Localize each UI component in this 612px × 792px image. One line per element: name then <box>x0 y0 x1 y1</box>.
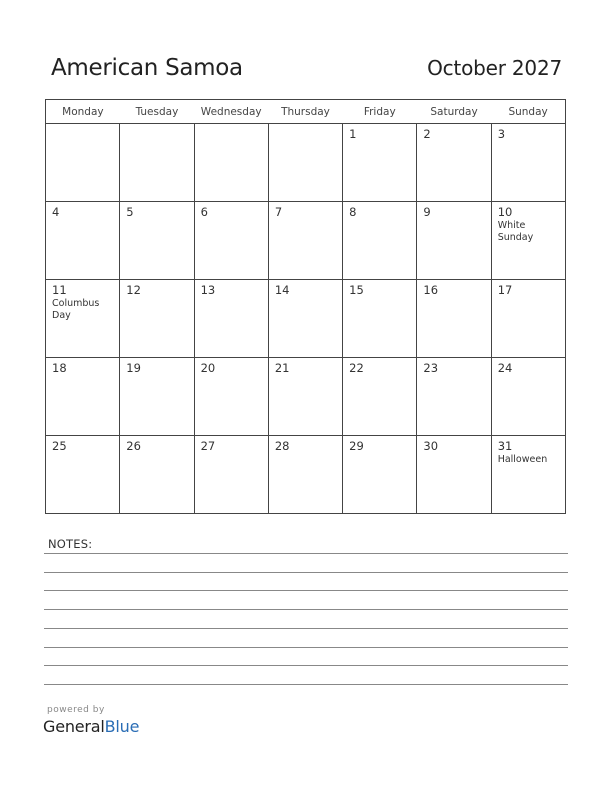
day-cell <box>417 124 491 202</box>
day-number: 4 <box>52 205 60 219</box>
day-cell <box>343 436 417 514</box>
notes-line <box>44 609 568 610</box>
weekday-header: Sunday <box>491 100 565 124</box>
day-cell <box>120 436 194 514</box>
day-number: 14 <box>274 283 290 297</box>
weekday-header: Tuesday <box>120 100 194 124</box>
day-cell <box>120 202 194 280</box>
week-row <box>46 436 566 514</box>
day-number: 29 <box>349 439 364 453</box>
notes-line <box>44 665 568 666</box>
day-cell <box>343 280 417 358</box>
month-title: October 2027 <box>427 56 562 80</box>
day-number: 21 <box>274 361 290 375</box>
brand-name-general: General <box>43 717 105 736</box>
day-number: 19 <box>126 361 141 375</box>
weekday-header-row <box>46 100 566 124</box>
day-cell <box>120 358 194 436</box>
day-number: 17 <box>497 283 513 297</box>
day-cell <box>46 436 120 514</box>
day-number: 12 <box>126 283 141 297</box>
day-number: 30 <box>423 439 439 453</box>
holiday-label: Halloween <box>497 454 548 465</box>
day-cell <box>268 202 342 280</box>
day-cell <box>194 436 268 514</box>
day-cell <box>343 202 417 280</box>
week-row <box>46 358 566 436</box>
day-number: 20 <box>200 361 216 375</box>
notes-line <box>44 628 568 629</box>
powered-by-text: powered by <box>47 705 105 715</box>
day-number: 7 <box>274 205 283 219</box>
weekday-header: Monday <box>46 100 120 124</box>
holiday-label: White Sunday <box>497 220 534 243</box>
day-number: 27 <box>200 439 216 453</box>
day-number: 24 <box>497 361 513 375</box>
day-number: 13 <box>200 283 216 297</box>
day-cell <box>417 280 491 358</box>
day-number: 2 <box>423 127 431 141</box>
day-number: 1 <box>349 127 357 141</box>
day-cell <box>194 202 268 280</box>
day-number: 28 <box>274 439 290 453</box>
day-number: 3 <box>497 127 506 141</box>
day-number: 5 <box>126 205 134 219</box>
day-cell <box>417 436 491 514</box>
day-number: 9 <box>423 205 431 219</box>
day-cell <box>46 202 120 280</box>
weekday-header: Thursday <box>268 100 342 124</box>
day-cell <box>194 124 268 202</box>
day-number: 23 <box>423 361 439 375</box>
day-number: 16 <box>423 283 439 297</box>
region-title: American Samoa <box>51 55 243 81</box>
day-cell <box>46 124 120 202</box>
day-cell <box>491 358 565 436</box>
brand-logo <box>43 717 139 736</box>
day-cell <box>491 436 565 514</box>
weekday-header: Wednesday <box>194 100 268 124</box>
notes-line <box>44 553 568 554</box>
day-cell <box>491 124 565 202</box>
notes-line <box>44 647 568 648</box>
week-row <box>46 124 566 202</box>
day-cell <box>268 358 342 436</box>
weekday-header: Saturday <box>417 100 491 124</box>
day-cell <box>491 202 565 280</box>
day-number: 31 <box>497 439 513 453</box>
day-number: 18 <box>52 361 67 375</box>
day-cell <box>268 280 342 358</box>
day-cell <box>194 280 268 358</box>
day-number: 22 <box>349 361 364 375</box>
day-cell <box>194 358 268 436</box>
day-number: 25 <box>52 439 67 453</box>
day-cell <box>417 358 491 436</box>
week-row <box>46 280 566 358</box>
brand-name-blue: Blue <box>104 717 140 736</box>
day-number: 8 <box>349 205 357 219</box>
day-cell <box>417 202 491 280</box>
week-row <box>46 202 566 280</box>
day-cell <box>343 358 417 436</box>
notes-line <box>44 572 568 573</box>
day-cell <box>46 358 120 436</box>
day-number: 10 <box>497 205 513 219</box>
weekday-header: Friday <box>343 100 417 124</box>
day-cell <box>491 280 565 358</box>
day-cell <box>46 280 120 358</box>
calendar-grid <box>45 99 566 514</box>
day-cell <box>343 124 417 202</box>
day-cell <box>268 436 342 514</box>
day-cell <box>120 124 194 202</box>
day-number: 6 <box>200 205 208 219</box>
holiday-label: Columbus Day <box>52 298 100 321</box>
notes-label: NOTES: <box>48 537 93 551</box>
day-number: 26 <box>126 439 141 453</box>
day-cell <box>268 124 342 202</box>
notes-line <box>44 590 568 591</box>
day-number: 15 <box>349 283 364 297</box>
day-number: 11 <box>52 283 67 297</box>
notes-line <box>44 684 568 685</box>
day-cell <box>120 280 194 358</box>
